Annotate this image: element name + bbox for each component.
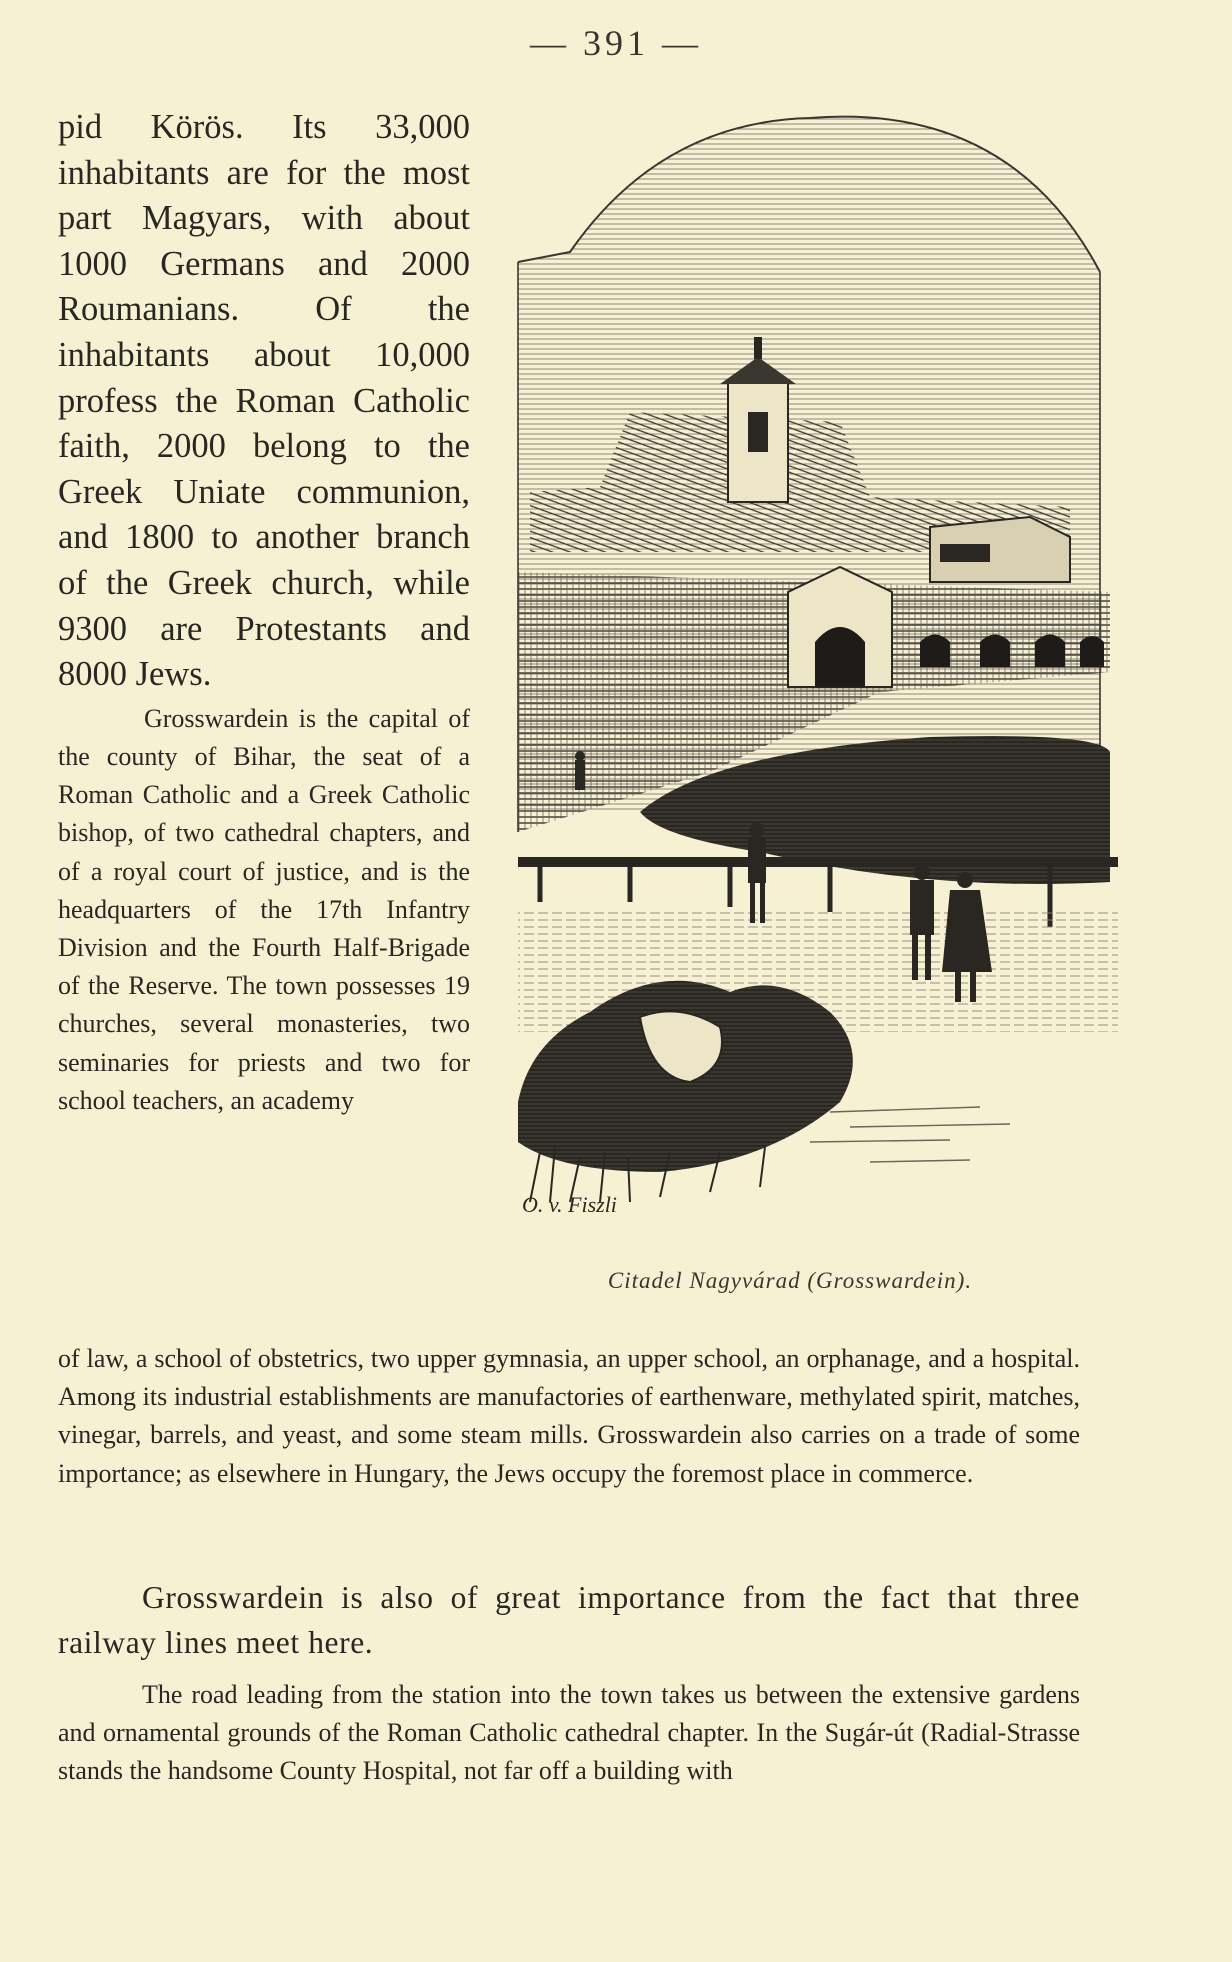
paragraph-road [58, 1676, 1080, 1791]
paragraph-population-text: pid Körös. Its 33,000 inhabitants are for the most part Magyars, with about 1000 Germans and 2000 Roumanians. Of the inhabitants about 10,000 profess the Roman Catholic faith, 2000 belong to the Greek Uniate communion, and 1800 to another branch of the Greek church, while 9300 are Protestants and 8000 Jews. [58, 108, 470, 694]
paragraph-road-text: The road leading from the station into the town takes us between the extensive gardens and ornamental grounds of the Roman Catholic cathedral chapter. In the Sugár-út (Radial-Strasse stands the handsome County Hospital, not far off a building with [58, 1680, 1080, 1786]
figure-caption: Citadel Nagyvárad (Grosswardein). [607, 1268, 973, 1293]
left-column [58, 105, 470, 1120]
paragraph-capital [58, 700, 470, 1120]
citadel-illustration [510, 112, 1130, 1255]
paragraph-continued [58, 1340, 1080, 1493]
paragraph-railway-text: Grosswardein is also of great importance from the fact that three railway lines meet here. [58, 1580, 1080, 1660]
paragraph-population [58, 105, 470, 698]
paragraph-railway [58, 1576, 1080, 1665]
paragraph-continued-text: of law, a school of obstetrics, two upper gymnasia, an upper school, an orphanage, and a hospital. Among its industrial establishments are manufactories of earthenware, methylated spirit, matches, vinegar, barrels, and yeast, and some steam mills. Grosswardein also carries on a trade of some importance; as elsewhere in Hungary, the Jews occupy the foremost place in commerce. [58, 1344, 1080, 1488]
paragraph-capital-text: Grosswardein is the capital of the county of Bihar, the seat of a Roman Catholic and a Greek Catholic bishop, of two cathedral chapters, and of a royal court of justice, and is the headquarters of the 17th Infantry Division and the Fourth Half-Brigade of the Reserve. The town possesses 19 churches, several monasteries, two seminaries for priests and two for school teachers, an academy [58, 703, 470, 1115]
page-number: — 391 — [530, 23, 702, 63]
artist-signature: O. v. Fiszli [522, 1192, 617, 1217]
